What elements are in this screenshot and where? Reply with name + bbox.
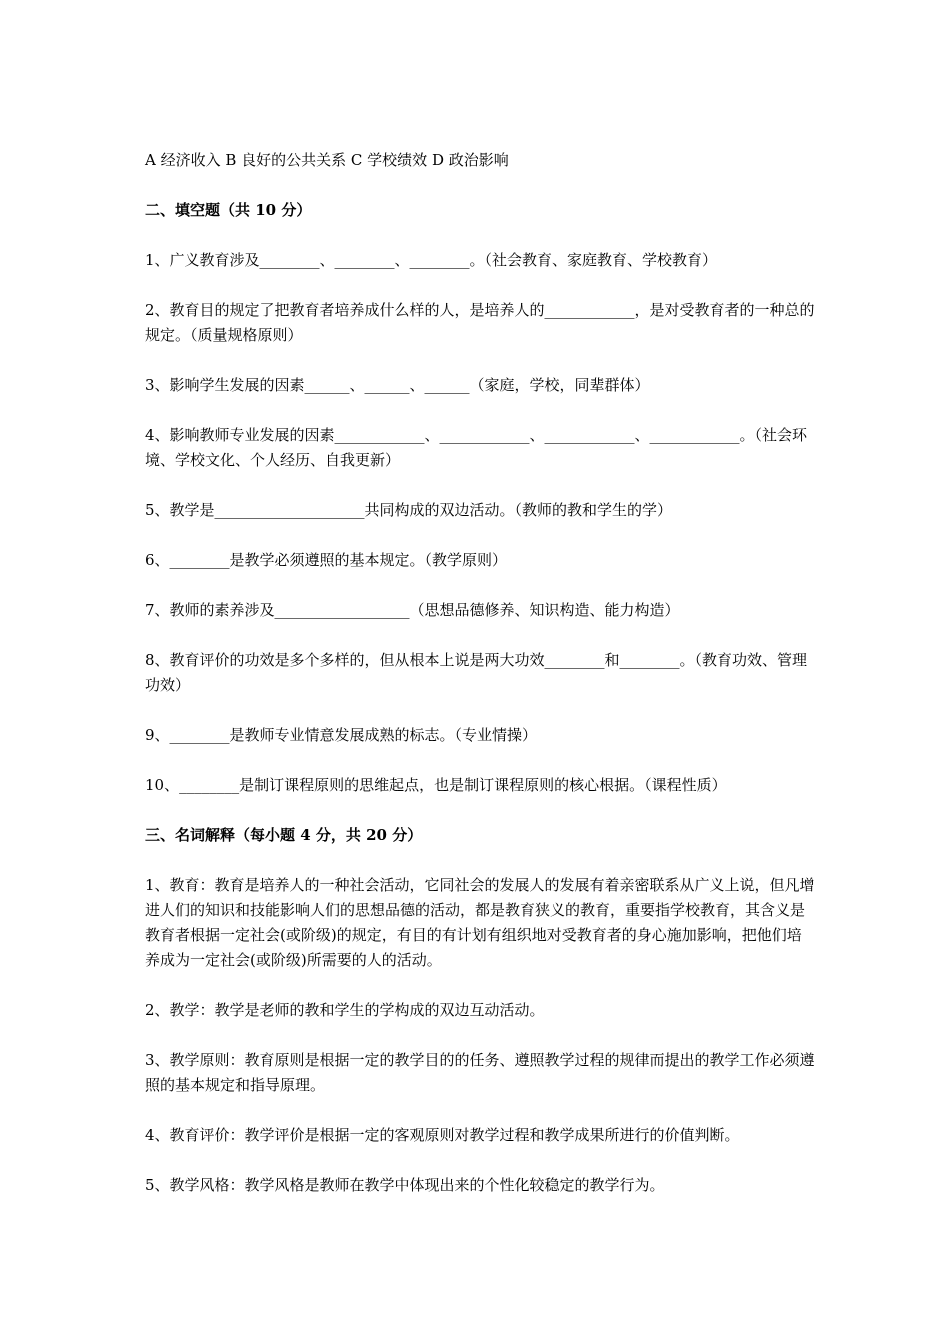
top-options-line: A 经济收入 B 良好的公共关系 C 学校绩效 D 政治影响 (145, 151, 509, 169)
fill-blank-item-1: 1、广义教育涉及________、________、________。（社会教育、家庭教育、学校教育） (145, 251, 718, 269)
fill-blank-item-6: 6、________是教学必须遵照的基本规定。（教学原则） (145, 551, 508, 569)
fill-blank-item-9: 9、________是教师专业情意发展成熟的标志。（专业情操） (145, 726, 538, 744)
definition-item-4: 4、教育评价：教学评价是根据一定的客观原则对教学过程和教学成果所进行的价值判断。 (145, 1126, 740, 1144)
fill-blank-item-8: 8、教育评价的功效是多个多样的，但从根本上说是两大功效________和________。（教育功效、管理功效） (145, 651, 808, 694)
fill-blank-item-10: 10、________是制订课程原则的思维起点，也是制订课程原则的核心根据。（课程性质） (145, 776, 727, 794)
definition-item-2: 2、教学：教学是老师的教和学生的学构成的双边互动活动。 (145, 1001, 545, 1019)
section-2-heading: 二、填空题（共 10 分） (145, 201, 312, 219)
fill-blank-item-3: 3、影响学生发展的因素______、______、______（家庭，学校，同辈群体） (145, 376, 650, 394)
definition-item-1: 1、教育：教育是培养人的一种社会活动，它同社会的发展人的发展有着亲密联系从广义上说，但凡增进人们的知识和技能影响人们的思想品德的活动，都是教育狭义的教育，重要指学校教育，其含义是教育者根据一定社会(或阶级)的规定，有目的有计划有组织地对受教育者的身心施加影响，把他们培养成为一定社会(或阶级)所需要的人的活动。 (145, 876, 815, 969)
fill-blank-item-5: 5、教学是____________________共同构成的双边活动。（教师的教和学生的学） (145, 501, 673, 519)
fill-blank-item-2: 2、教育目的规定了把教育者培养成什么样的人，是培养人的____________，是对受教育者的一种总的规定。（质量规格原则） (145, 301, 815, 344)
document-page (145, 148, 815, 1223)
definition-item-5: 5、教学风格：教学风格是教师在教学中体现出来的个性化较稳定的教学行为。 (145, 1176, 665, 1194)
section-3-heading: 三、名词解释（每小题 4 分，共 20 分） (145, 826, 423, 844)
fill-blank-item-4: 4、影响教师专业发展的因素____________、____________、____________、____________。（社会环境、学校文化、个人经历、自我更新） (145, 426, 808, 469)
fill-blank-item-7: 7、教师的素养涉及__________________（思想品德修养、知识构造、能力构造） (145, 601, 680, 619)
definition-item-3: 3、教学原则：教育原则是根据一定的教学目的的任务、遵照教学过程的规律而提出的教学工作必须遵照的基本规定和指导原理。 (145, 1051, 815, 1094)
